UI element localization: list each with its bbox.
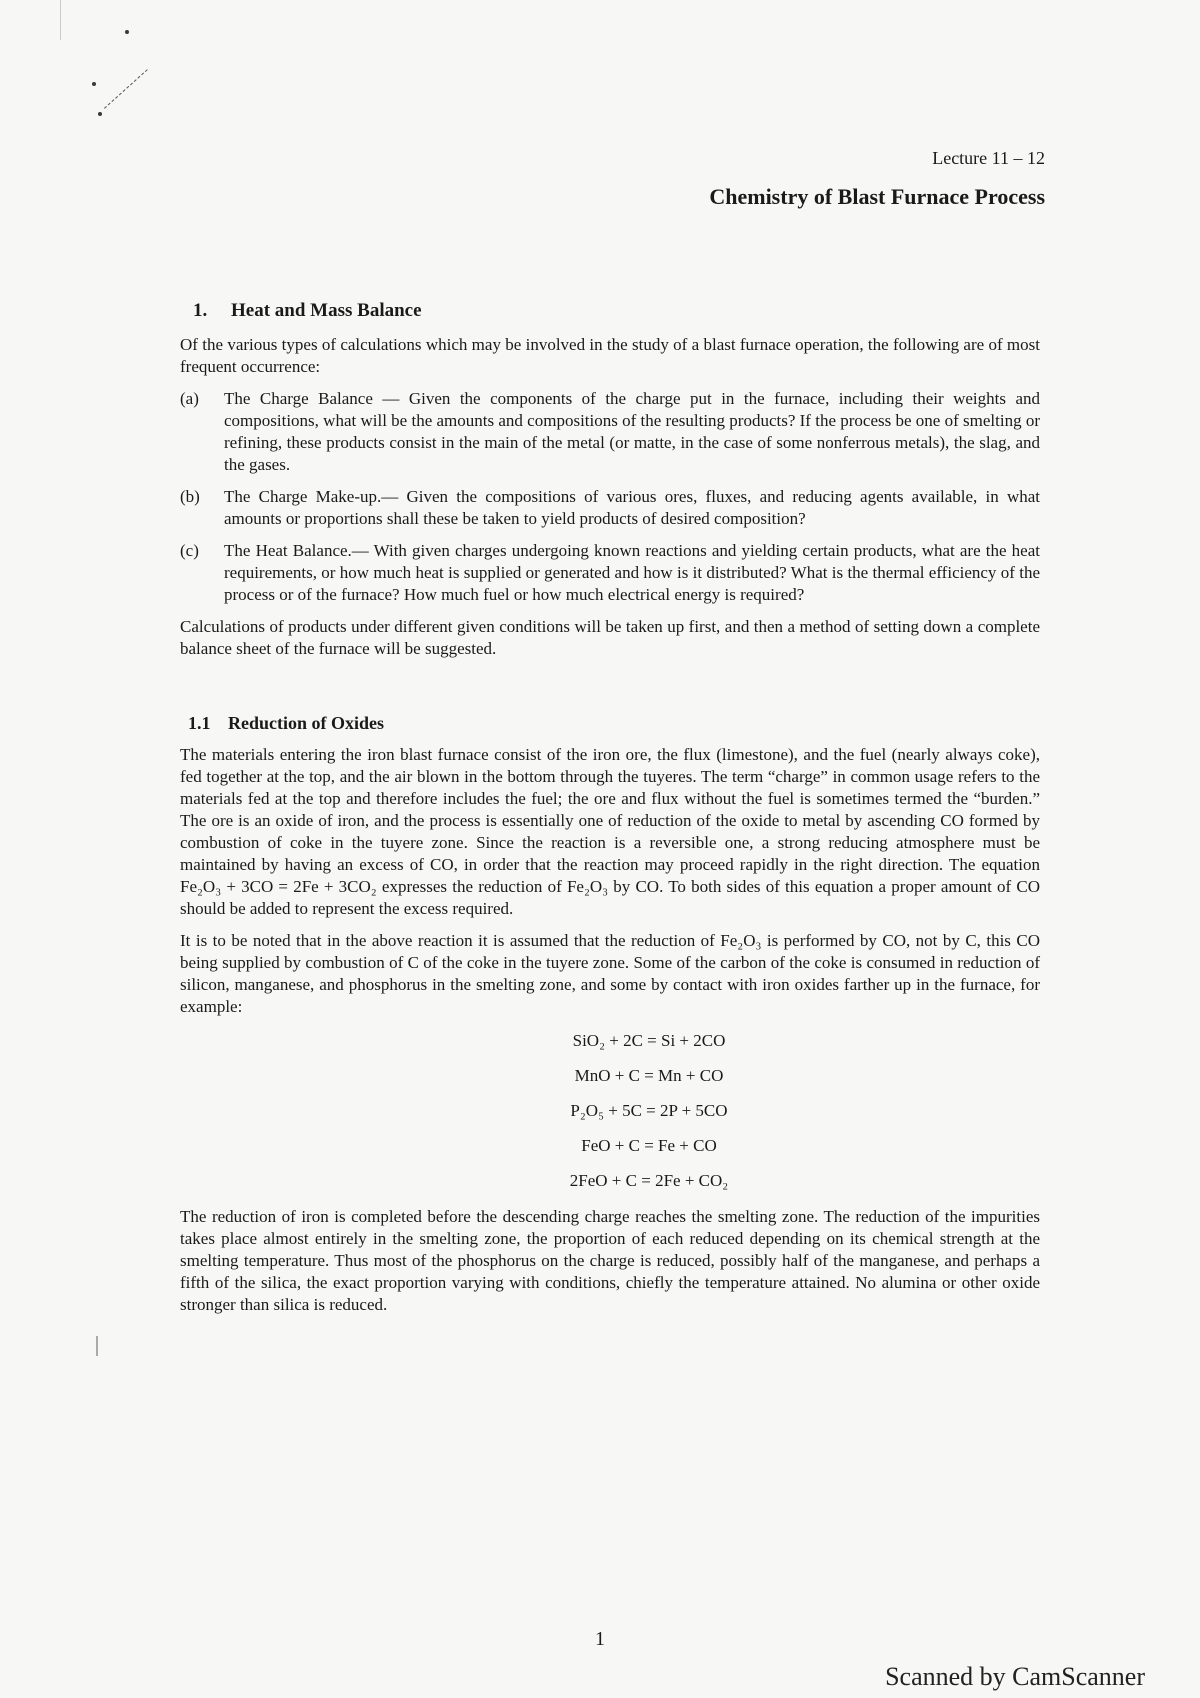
page-number: 1: [595, 1628, 605, 1650]
scanner-watermark: Scanned by CamScanner: [885, 1662, 1145, 1691]
paragraph: It is to be noted that in the above reaction it is assumed that the reduction of Fe₂O₃ is performed by CO, not by C, this CO being supplied by combustion of C of the coke in the tuyere zone. Some of the carbon of the coke is consumed in reduction of silicon, manganese, and phosphorus in the smelting zone, and some by contact with iron oxides farther up in the furnace, for example:: [180, 931, 1040, 1016]
paragraph: The reduction of iron is completed before the descending charge reaches the smelting zone. The reduction of the impurities takes place almost entirely in the smelting zone, the proportion of each reduced depending on its chemical strength at the smelting temperature. Thus most of the phosphorus on the charge is reduced, possibly half of the manganese, and perhaps a fifth of the silica, the exact proportion varying with conditions, chiefly the temperature attained. No alumina or other oxide stronger than silica is reduced.: [180, 1207, 1040, 1314]
paragraph: The materials entering the iron blast furnace consist of the iron ore, the flux (limestone), and the fuel (nearly always coke), fed together at the top, and the air blown in the bottom through the tuyeres. The term “charge” in common usage refers to the materials fed at the top and therefore includes the fuel; the ore and flux without the fuel is sometimes termed the “burden.” The ore is an oxide of iron, and the process is essentially one of reduction of the oxide to metal by ascending CO formed by combustion of coke in the tuyere zone. Since the reaction is a reversible one, a strong reducing atmosphere must be maintained by having an excess of CO, in order that the reaction may proceed rapidly in the right direction. The equation Fe₂O₃ + 3CO = 2Fe + 3CO₂ expresses the reduction of Fe₂O₃ by CO. To both sides of this equation a proper amount of CO should be added to represent the excess required.: [180, 745, 1040, 918]
lecture-label: Lecture 11 – 12: [932, 148, 1045, 168]
list-marker: (a): [180, 389, 199, 408]
equation: FeO + C = Fe + CO: [581, 1136, 717, 1155]
section-closing: Calculations of products under different given conditions will be taken up first, and then a method of setting down a complete balance sheet of the furnace will be suggested.: [180, 617, 1040, 658]
section-number: 1.: [193, 300, 208, 321]
subsection-heading: [188, 712, 1040, 734]
scan-dot: [98, 112, 102, 116]
list-item: [180, 540, 1040, 606]
equation: SiO₂ + 2C = Si + 2CO: [572, 1031, 726, 1050]
list-marker: (c): [180, 541, 199, 560]
section-heading: [193, 300, 1040, 322]
list-item-text: The Heat Balance.— With given charges undergoing known reactions and yielding certain products, what are the heat requirements, or how much heat is supplied or generated and how is it distributed? What is the thermal efficiency of the process or of the furnace? How much fuel or how much electrical energy is required?: [224, 541, 1040, 604]
calculation-types-list: [180, 388, 1040, 606]
subsection-title: Reduction of Oxides: [228, 713, 385, 733]
equation: 2FeO + C = 2Fe + CO₂: [569, 1171, 729, 1190]
section-title: Heat and Mass Balance: [231, 300, 422, 321]
list-marker: (b): [180, 487, 200, 506]
scan-margin-mark: [96, 1336, 98, 1356]
scan-dot: [125, 30, 129, 34]
list-item: [180, 486, 1040, 530]
scan-pen-mark: [104, 69, 148, 109]
list-item: [180, 388, 1040, 476]
document-title: Chemistry of Blast Furnace Process: [709, 184, 1045, 209]
list-item-text: The Charge Make-up.— Given the compositions of various ores, fluxes, and reducing agents available, in what amounts or proportions shall these be taken to yield products of desired composition?: [224, 487, 1040, 528]
equation: MnO + C = Mn + CO: [574, 1066, 724, 1085]
equation: P₂O₅ + 5C = 2P + 5CO: [570, 1101, 728, 1120]
section-intro: Of the various types of calculations which may be involved in the study of a blast furnace operation, the following are of most frequent occurrence:: [180, 335, 1040, 376]
scan-dot: [92, 82, 96, 86]
equation-block: [258, 1030, 1040, 1192]
document-body: [180, 300, 1040, 1326]
list-item-text: The Charge Balance — Given the components of the charge put in the furnace, including their weights and compositions, what will be the amounts and compositions of the resulting products? If the process be one of smelting or refining, these products consist in the main of the metal (or matte, in the case of some nonferrous metals), the slag, and the gases.: [224, 389, 1040, 474]
subsection-number: 1.1: [188, 713, 211, 733]
scan-edge-mark: [60, 0, 61, 40]
